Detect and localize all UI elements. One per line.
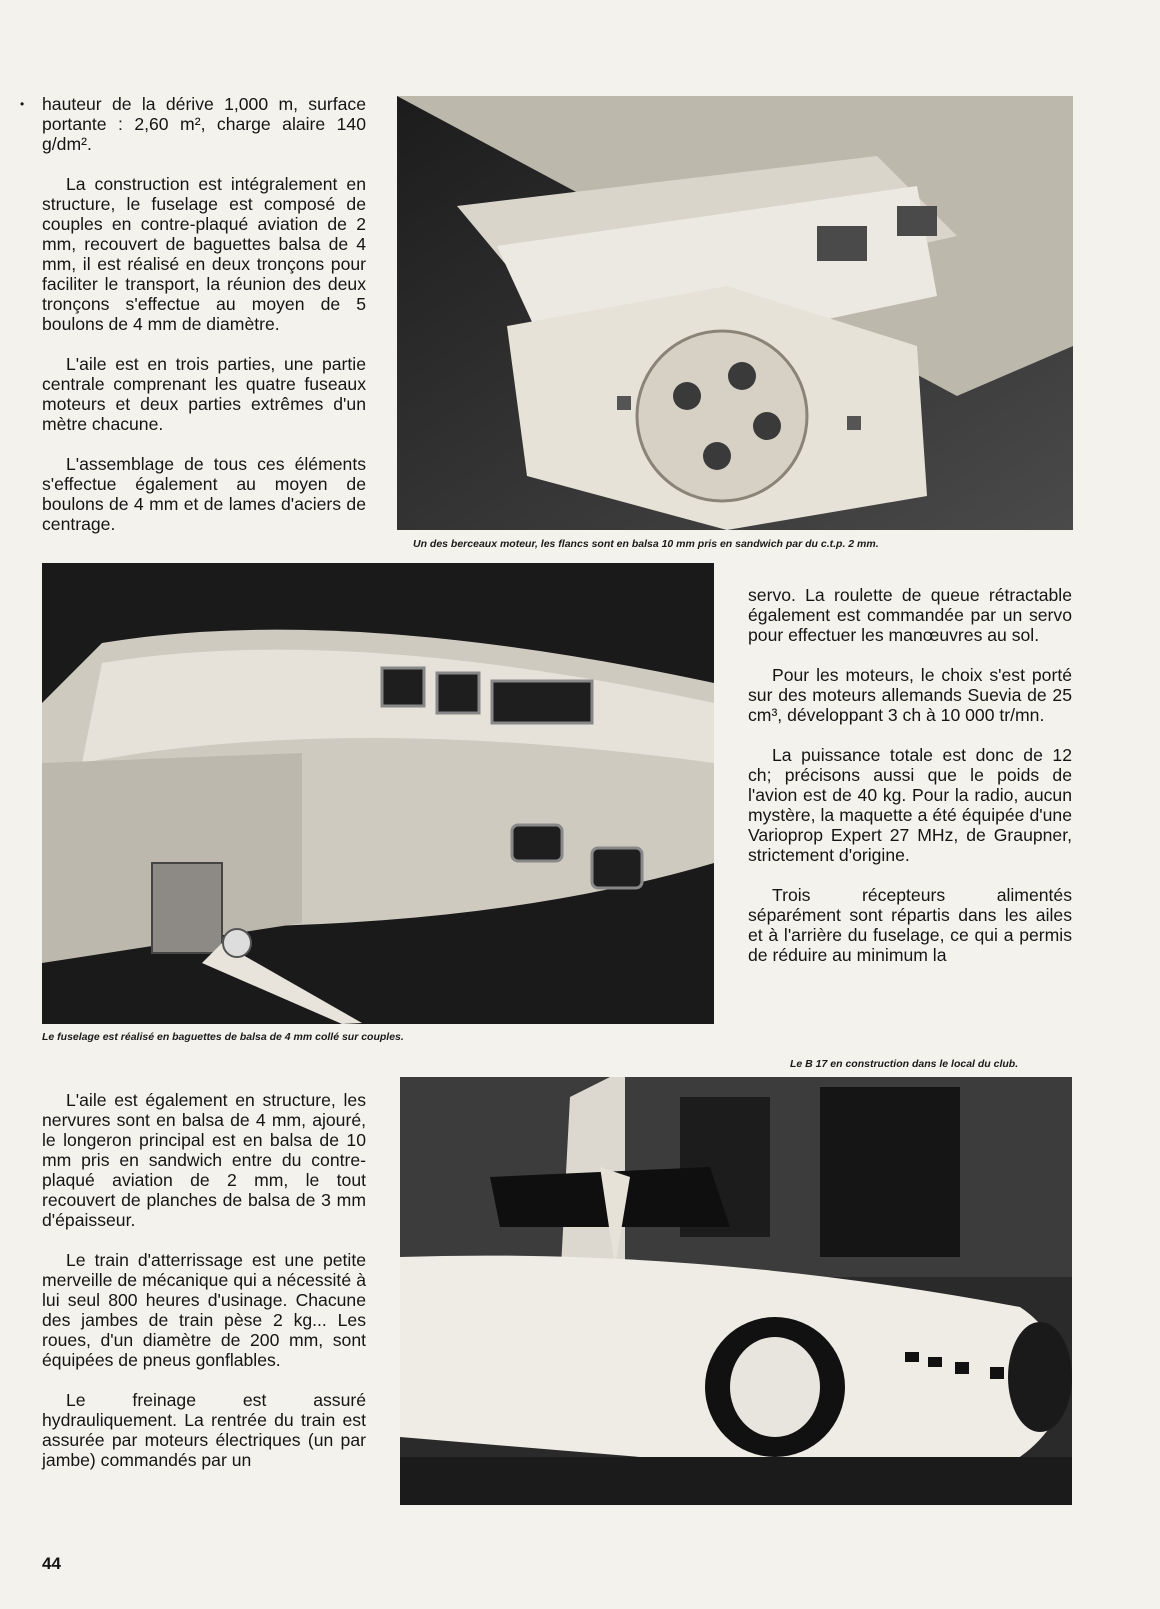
caption-b17: Le B 17 en construction dans le local du club. bbox=[790, 1058, 1019, 1070]
text-column-bottom-left bbox=[42, 1090, 366, 1490]
photo-fuselage bbox=[42, 563, 714, 1024]
paragraph: Pour les moteurs, le choix s'est porté sur des moteurs allemands Suevia de 25 cm³, développant 3 ch à 10 000 tr/mn. bbox=[748, 665, 1072, 725]
paragraph: L'aile est également en structure, les nervures sont en balsa de 4 mm, ajouré, le longeron principal est en balsa de 10 mm pris en sandwich entre du contre-plaqué aviation de 2 mm, le tout recouvert de planches de balsa de 3 mm d'épaisseur. bbox=[42, 1090, 366, 1230]
paragraph: La construction est intégralement en structure, le fuselage est composé de couples en contre-plaqué aviation de 2 mm, recouvert de baguettes balsa de 4 mm, il est réalisé en deux tronçons pour faciliter le transport, la réunion des deux tronçons s'effectue au moyen de 5 boulons de 4 mm de diamètre. bbox=[42, 174, 366, 334]
paragraph: L'aile est en trois parties, une partie centrale comprenant les quatre fuseaux moteurs et deux parties extrêmes d'un mètre chacune. bbox=[42, 354, 366, 434]
text-column-middle-right bbox=[748, 585, 1072, 985]
text-column-top-left bbox=[42, 94, 366, 554]
paragraph: Trois récepteurs alimentés séparément sont répartis dans les ailes et à l'arrière du fuselage, ce qui a permis de réduire au minimum la bbox=[748, 885, 1072, 965]
paragraph: L'assemblage de tous ces éléments s'effectue également au moyen de boulons de 4 mm et de lames d'aciers de centrage. bbox=[42, 454, 366, 534]
paragraph: La puissance totale est donc de 12 ch; précisons aussi que le poids de l'avion est de 40 kg. Pour la radio, aucun mystère, la maquette a été équipée d'une Varioprop Expert 27 MHz, de Graupner, strictement d'origine. bbox=[748, 745, 1072, 865]
bullet-mark: • bbox=[20, 97, 25, 111]
paragraph: Le freinage est assuré hydrauliquement. La rentrée du train est assurée par moteurs électriques (un par jambe) commandés par un bbox=[42, 1390, 366, 1470]
paragraph: Le train d'atterrissage est une petite merveille de mécanique qui a nécessité à lui seul 800 heures d'usinage. Chacune des jambes de train pèse 2 kg... Les roues, d'un diamètre de 200 mm, sont équipées de pneus gonflables. bbox=[42, 1250, 366, 1370]
paragraph: hauteur de la dérive 1,000 m, surface portante : 2,60 m², charge alaire 140 g/dm². bbox=[42, 94, 366, 154]
photo-engine-nacelle bbox=[397, 96, 1073, 530]
caption-engine-nacelle: Un des berceaux moteur, les flancs sont en balsa 10 mm pris en sandwich par du c.t.p. 2 mm. bbox=[413, 538, 879, 550]
paragraph: servo. La roulette de queue rétractable également est commandée par un servo pour effectuer les manœuvres au sol. bbox=[748, 585, 1072, 645]
page-number: 44 bbox=[42, 1554, 61, 1573]
caption-fuselage: Le fuselage est réalisé en baguettes de balsa de 4 mm collé sur couples. bbox=[42, 1031, 404, 1043]
photo-b17-workshop bbox=[400, 1077, 1072, 1505]
